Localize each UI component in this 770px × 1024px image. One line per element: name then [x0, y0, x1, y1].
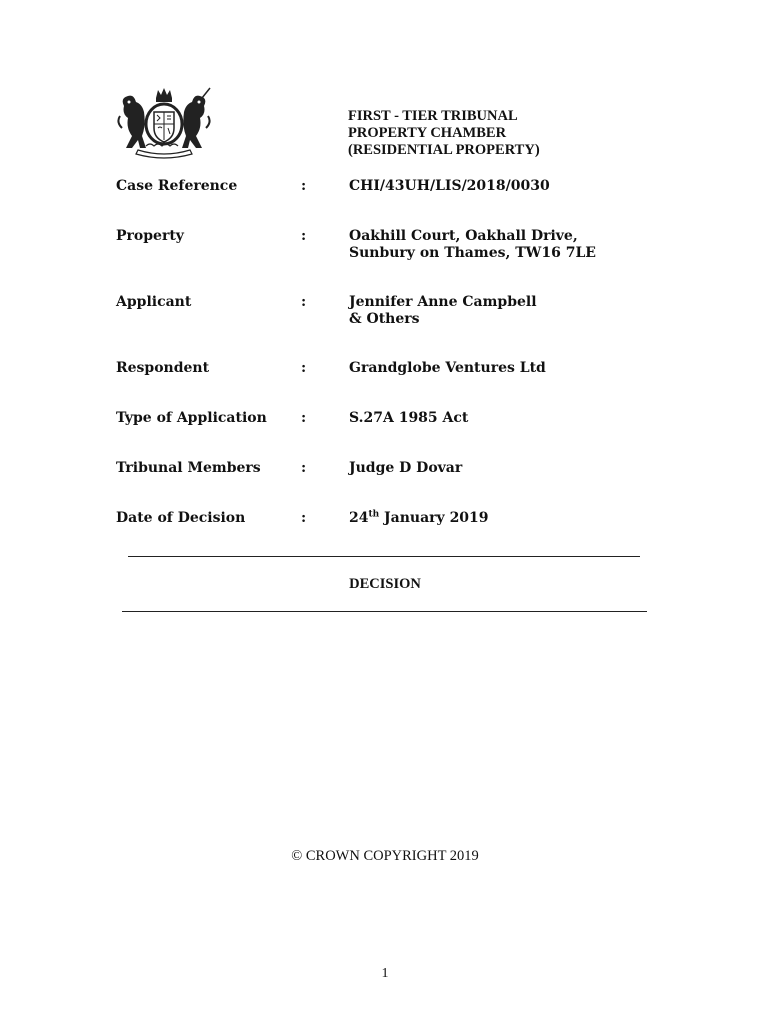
case-reference-label: Case Reference [116, 178, 238, 194]
header-line-3: (RESIDENTIAL PROPERTY) [348, 142, 540, 158]
royal-coat-of-arms-icon [116, 86, 212, 162]
separator: : [301, 360, 307, 376]
separator: : [301, 410, 307, 426]
applicant-value [349, 294, 537, 328]
type-of-application-value: S.27A 1985 Act [349, 410, 469, 426]
separator: : [301, 460, 307, 476]
separator: : [301, 178, 307, 194]
applicant-label: Applicant [116, 294, 192, 310]
property-label: Property [116, 228, 184, 244]
applicant-value-line-2: & Others [349, 311, 420, 327]
respondent-label: Respondent [116, 360, 210, 376]
page-number: 1 [381, 966, 389, 981]
tribunal-members-label: Tribunal Members [116, 460, 261, 476]
separator: : [301, 510, 307, 526]
tribunal-members-value: Judge D Dovar [349, 460, 463, 476]
date-of-decision-value [349, 510, 489, 527]
divider-bottom [122, 611, 647, 612]
separator: : [301, 294, 307, 310]
applicant-value-line-1: Jennifer Anne Campbell [349, 294, 537, 310]
tribunal-header [348, 108, 540, 159]
property-value-line-1: Oakhill Court, Oakhall Drive, [349, 228, 578, 244]
decision-heading: DECISION [349, 576, 421, 592]
separator: : [301, 228, 307, 244]
date-day: 24 [349, 510, 369, 526]
respondent-value: Grandglobe Ventures Ltd [349, 360, 546, 376]
case-reference-value: CHI/43UH/LIS/2018/0030 [349, 178, 550, 194]
copyright-notice: © CROWN COPYRIGHT 2019 [291, 848, 479, 864]
date-of-decision-label: Date of Decision [116, 510, 246, 526]
type-of-application-label: Type of Application [116, 410, 267, 426]
header-line-1: FIRST - TIER TRIBUNAL [348, 108, 518, 124]
property-value-line-2: Sunbury on Thames, TW16 7LE [349, 245, 596, 261]
date-day-suffix: th [368, 509, 380, 520]
header-line-2: PROPERTY CHAMBER [348, 125, 507, 141]
divider-top [128, 556, 640, 557]
date-rest: January 2019 [379, 510, 489, 526]
property-value [349, 228, 596, 262]
